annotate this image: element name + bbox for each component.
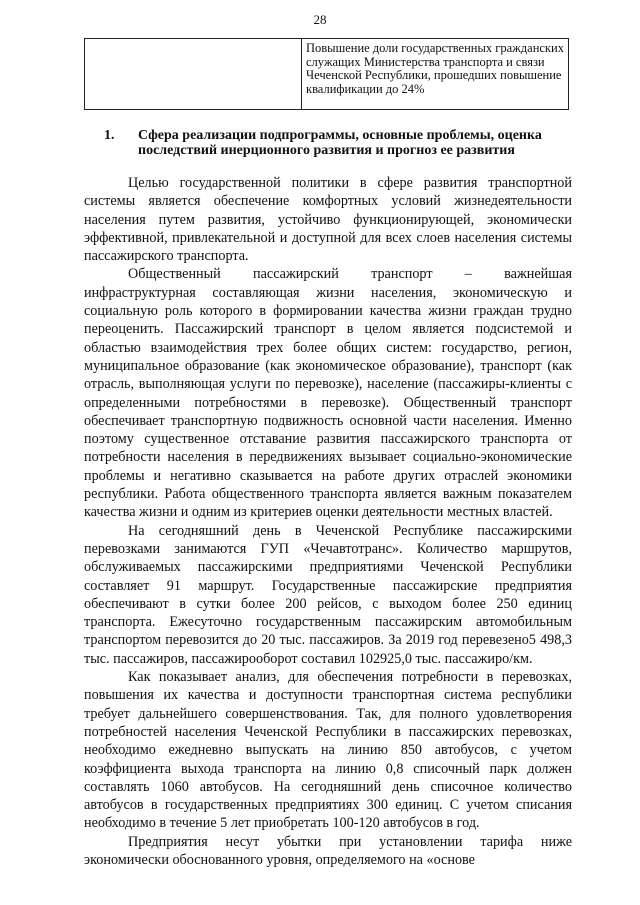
paragraph: Целью государственной политики в сфере развития транспортной системы является обеспечение комфортных условий жизнедеятельности населения путем развития, устойчиво функционирующей, экономически эффективной, привлекательной и доступной для всех слоев населения системы пассажирского транспорта.	[84, 175, 572, 265]
table-cell	[302, 39, 569, 110]
section-number: 1.	[104, 128, 115, 143]
table-cell-text: Повышение доли государственных гражданских служащих Министерства транспорта и связи Чеченской Республики, прошедших повышение квалификации до 24%	[306, 41, 564, 96]
table-cell-empty	[85, 39, 302, 110]
paragraph: Предприятия несут убытки при установлении тарифа ниже экономически обоснованного уровня, определяемого на «основе	[84, 833, 572, 868]
continuation-table	[84, 38, 569, 110]
section-title: Сфера реализации подпрограммы, основные проблемы, оценка последствий инерционного развития и прогноз ее развития	[138, 128, 542, 158]
paragraph: Общественный пассажирский транспорт – важнейшая инфраструктурная составляющая жизни населения, экономическую и социальную роль которого в формировании качества жизни граждан трудно переоценить. Пассажирский транспорт в целом является подсистемой и областью взаимодействия трех более общих систем: государство, регион, муниципальное образование (как экономическое образование), транспорт (как отрасль, выполняющая услуги по перевозке), население (пассажиры-клиенты с определенными потребностями в перевозке). Общественный транспорт обеспечивает транспортную подвижность основной части населения. Именно поэтому существенное отставание развития пассажирского транспорта от потребности населения в передвижениях вызывает социально-экономические проблемы и негативно сказывается на работе других отраслей экономики республики. Работа общественного транспорта является важным показателем качества жизни и одним из критериев оценки деятельности местных властей.	[84, 266, 572, 521]
paragraph: На сегодняшний день в Чеченской Республике пассажирскими перевозками занимаются ГУП «Чечавтотранс». Количество маршрутов, обслуживаемых пассажирскими предприятиями Чеченской Республики составляет 91 маршрут. Государственные пассажирские предприятия обеспечивают в сутки более 200 рейсов, с выходом более 250 единиц транспорта. Ежесуточно государственным пассажирским автомобильным транспортом перевозится до 20 тыс. пассажиров. За 2019 год перевезено5 498,3 тыс. пассажиров, пассажирооборот составил 102925,0 тыс. пассажиро/км.	[84, 522, 572, 667]
table-row	[85, 39, 569, 110]
page-number: 28	[313, 12, 327, 27]
paragraph: Как показывает анализ, для обеспечения потребности в перевозках, повышения их качества и доступности транспортная система республики требует дальнейшего совершенствования. Так, для полного удовлетворения потребностей населения Чеченской Республики в пассажирских перевозках, необходимо ежедневно выпускать на линию 850 автобусов, с учетом коэффициента выхода транспорта на линию 0,8 списочный парк должен составлять 1060 автобусов. На сегодняшний день списочное количество автобусов в государственных предприятиях 300 единиц. С учетом списания необходимо в течение 5 лет приобретать 100-120 автобусов в год.	[84, 669, 572, 832]
body-text	[84, 174, 572, 869]
section-heading	[104, 128, 574, 158]
